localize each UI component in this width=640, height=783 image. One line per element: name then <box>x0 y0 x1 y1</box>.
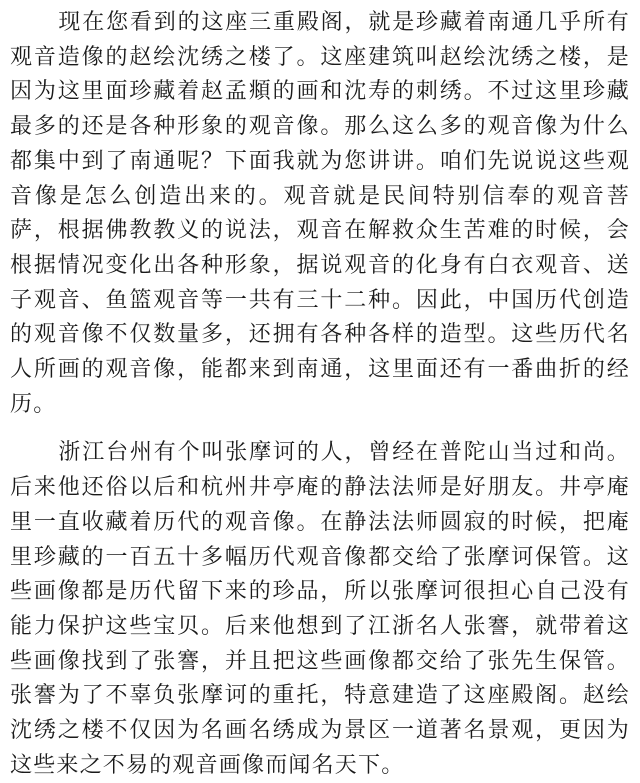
paragraph-2: 浙江台州有个叫张摩诃的人，曾经在普陀山当过和尚。后来他还俗以后和杭州井亭庵的静法法师是好朋友。井亭庵里一直收藏着历代的观音像。在静法法师圆寂的时候，把庵里珍藏的一百五十多幅历代观音像都交给了张摩诃保管。这些画像都是历代留下来的珍品，所以张摩诃很担心自己没有能力保护这些宝贝。后来他想到了江浙名人张謇，就带着这些画像找到了张謇，并且把这些画像都交给了张先生保管。张謇为了不辜负张摩诃的重托，特意建造了这座殿阁。赵绘沈绣之楼不仅因为名画名绣成为景区一道著名景观，更因为这些来之不易的观音画像而闻名天下。 <box>10 440 630 778</box>
paragraph-1: 现在您看到的这座三重殿阁，就是珍藏着南通几乎所有观音造像的赵绘沈绣之楼了。这座建筑叫赵绘沈绣之楼，是因为这里面珍藏着赵孟頫的画和沈寿的刺绣。不过这里珍藏最多的还是各种形象的观音像。那么这么多的观音像为什么都集中到了南通呢？下面我就为您讲讲。咱们先说说这些观音像是怎么创造出来的。观音就是民间特别信奉的观音菩萨，根据佛教教义的说法，观音在解救众生苦难的时候，会根据情况变化出各种形象，据说观音的化身有白衣观音、送子观音、鱼篮观音等一共有三十二种。因此，中国历代创造的观音像不仅数量多，还拥有各种各样的造型。这些历代名人所画的观音像，能都来到南通，这里面还有一番曲折的经历。 <box>10 10 630 417</box>
document-body <box>10 6 630 783</box>
